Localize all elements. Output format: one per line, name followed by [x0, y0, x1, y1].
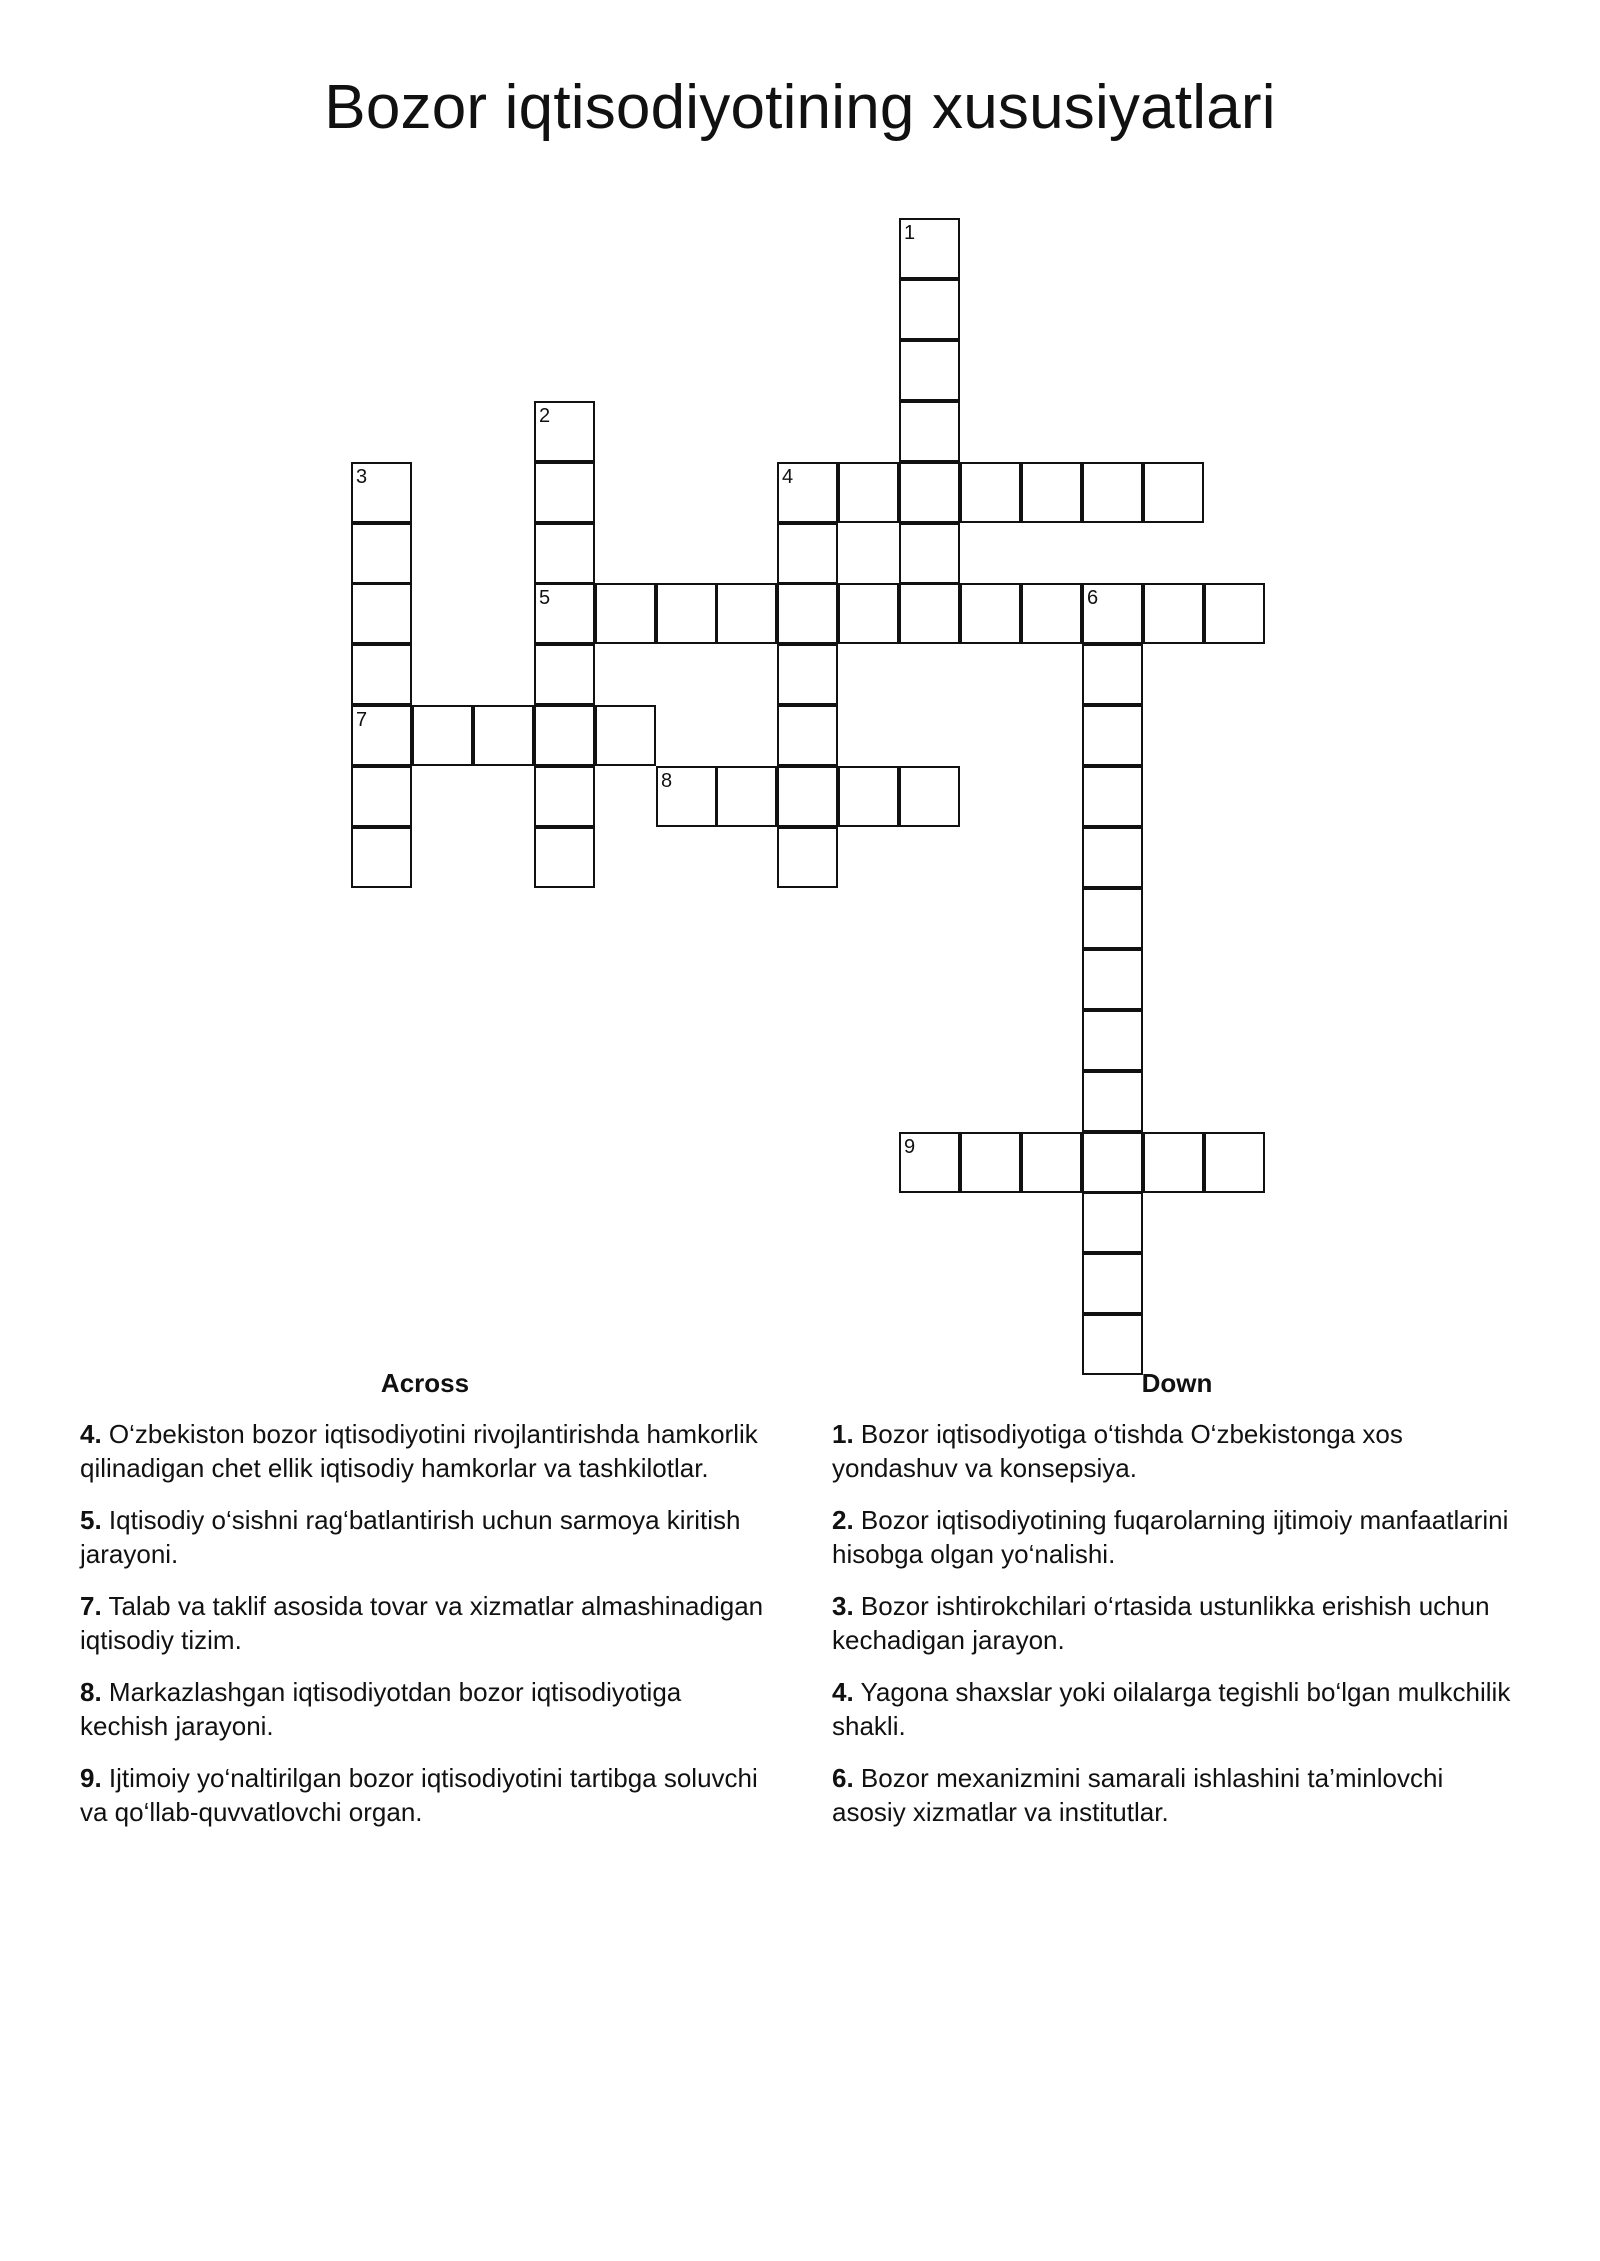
grid-cell[interactable] [777, 766, 838, 827]
clue-down-2 [832, 1503, 1522, 1571]
grid-cell[interactable] [1021, 1132, 1082, 1193]
grid-cell[interactable] [1143, 462, 1204, 523]
grid-cell[interactable] [777, 462, 838, 523]
clue-across-8 [80, 1675, 770, 1743]
grid-cell[interactable] [838, 462, 899, 523]
grid-cell[interactable] [899, 218, 960, 279]
grid-cell[interactable] [534, 401, 595, 462]
down-clues [832, 1368, 1522, 1847]
grid-cell[interactable] [899, 583, 960, 644]
grid-cell[interactable] [473, 705, 534, 766]
grid-cell[interactable] [960, 462, 1021, 523]
clue-number: 4. [80, 1419, 102, 1449]
clue-text: Bozor ishtirokchilari o‘rtasida ustunlikka erishish uchun kechadigan jarayon. [832, 1591, 1490, 1655]
clue-text: Bozor iqtisodiyotiga o‘tishda O‘zbekistonga xos yondashuv va konsepsiya. [832, 1419, 1403, 1483]
clue-text: O‘zbekiston bozor iqtisodiyotini rivojlantirishda hamkorlik qilinadigan chet ellik iqtisodiy hamkorlar va tashkilotlar. [80, 1419, 758, 1483]
grid-cell[interactable] [1082, 583, 1143, 644]
cell-number: 3 [356, 466, 368, 488]
grid-cell[interactable] [899, 766, 960, 827]
grid-cell[interactable] [351, 523, 412, 584]
clue-text: Yagona shaxslar yoki oilalarga tegishli bo‘lgan mulkchilik shakli. [832, 1677, 1511, 1741]
grid-cell[interactable] [1082, 1071, 1143, 1132]
grid-cell[interactable] [1082, 705, 1143, 766]
clue-number: 7. [80, 1591, 102, 1621]
grid-cell[interactable] [777, 644, 838, 705]
clue-down-6 [832, 1761, 1522, 1829]
clue-text: Iqtisodiy o‘sishni rag‘batlantirish uchun sarmoya kiritish jarayoni. [80, 1505, 741, 1569]
grid-cell[interactable] [351, 827, 412, 888]
grid-cell[interactable] [1204, 1132, 1265, 1193]
clue-text: Bozor mexanizmini samarali ishlashini ta’minlovchi asosiy xizmatlar va institutlar. [832, 1763, 1444, 1827]
cell-number: 4 [782, 466, 794, 488]
grid-cell[interactable] [534, 583, 595, 644]
grid-cell[interactable] [777, 705, 838, 766]
clue-number: 3. [832, 1591, 854, 1621]
grid-cell[interactable] [351, 583, 412, 644]
cell-number: 5 [539, 587, 551, 609]
clue-number: 1. [832, 1419, 854, 1449]
clue-across-4 [80, 1417, 770, 1485]
clue-text: Talab va taklif asosida tovar va xizmatlar almashinadigan iqtisodiy tizim. [80, 1591, 764, 1655]
grid-cell[interactable] [351, 705, 412, 766]
down-heading: Down [1141, 1368, 1213, 1398]
grid-cell[interactable] [595, 583, 656, 644]
grid-cell[interactable] [899, 1132, 960, 1193]
cell-number: 6 [1087, 587, 1099, 609]
grid-cell[interactable] [1143, 583, 1204, 644]
clue-number: 8. [80, 1677, 102, 1707]
clue-number: 6. [832, 1763, 854, 1793]
clue-down-3 [832, 1589, 1522, 1657]
grid-cell[interactable] [656, 583, 717, 644]
cell-number: 9 [904, 1136, 916, 1158]
grid-cell[interactable] [1082, 949, 1143, 1010]
grid-cell[interactable] [960, 583, 1021, 644]
clue-down-4 [832, 1675, 1522, 1743]
grid-cell[interactable] [1082, 1010, 1143, 1071]
grid-cell[interactable] [534, 705, 595, 766]
grid-cell[interactable] [1082, 888, 1143, 949]
clue-text: Ijtimoiy yo‘naltirilgan bozor iqtisodiyotini tartibga soluvchi va qo‘llab-quvvatlovchi organ. [80, 1763, 758, 1827]
grid-cell[interactable] [351, 462, 412, 523]
grid-cell[interactable] [899, 401, 960, 462]
grid-cell[interactable] [899, 462, 960, 523]
cell-number: 8 [661, 770, 673, 792]
grid-cell[interactable] [1082, 827, 1143, 888]
grid-cell[interactable] [1082, 1132, 1143, 1193]
clue-across-5 [80, 1503, 770, 1571]
grid-cell[interactable] [656, 766, 717, 827]
clue-text: Bozor iqtisodiyotining fuqarolarning ijtimoiy manfaatlarini hisobga olgan yo‘nalishi. [832, 1505, 1509, 1569]
grid-cell[interactable] [1143, 1132, 1204, 1193]
clue-across-7 [80, 1589, 770, 1657]
grid-cell[interactable] [534, 523, 595, 584]
grid-cell[interactable] [351, 766, 412, 827]
clue-text: Markazlashgan iqtisodiyotdan bozor iqtisodiyotiga kechish jarayoni. [80, 1677, 682, 1741]
grid-cell[interactable] [1082, 1253, 1143, 1314]
grid-cell[interactable] [777, 583, 838, 644]
grid-cell[interactable] [595, 705, 656, 766]
grid-cell[interactable] [1082, 1314, 1143, 1375]
grid-cell[interactable] [534, 462, 595, 523]
clue-number: 5. [80, 1505, 102, 1535]
grid-cell[interactable] [412, 705, 473, 766]
grid-cell[interactable] [534, 766, 595, 827]
clue-number: 9. [80, 1763, 102, 1793]
grid-cell[interactable] [960, 1132, 1021, 1193]
grid-cell[interactable] [534, 827, 595, 888]
grid-cell[interactable] [1021, 583, 1082, 644]
cell-number: 2 [539, 405, 551, 427]
grid-cell[interactable] [777, 827, 838, 888]
grid-cell[interactable] [1082, 1192, 1143, 1253]
grid-cell[interactable] [899, 523, 960, 584]
grid-cell[interactable] [899, 340, 960, 401]
across-clues [80, 1368, 770, 1847]
grid-cell[interactable] [716, 766, 777, 827]
grid-cell[interactable] [1021, 462, 1082, 523]
clue-number: 2. [832, 1505, 854, 1535]
clue-number: 4. [832, 1677, 854, 1707]
grid-cell[interactable] [534, 644, 595, 705]
clue-across-9 [80, 1761, 770, 1829]
grid-cell[interactable] [716, 583, 777, 644]
page-title: Bozor iqtisodiyotining xususiyatlari [324, 73, 1276, 142]
clue-down-1 [832, 1417, 1522, 1485]
grid-cell[interactable] [1082, 766, 1143, 827]
grid-cell[interactable] [351, 644, 412, 705]
grid-cell[interactable] [838, 766, 899, 827]
grid-cell[interactable] [838, 583, 899, 644]
grid-cell[interactable] [1082, 462, 1143, 523]
cell-number: 1 [904, 222, 916, 244]
grid-cell[interactable] [899, 279, 960, 340]
grid-cell[interactable] [1204, 583, 1265, 644]
grid-cell[interactable] [1082, 644, 1143, 705]
cell-number: 7 [356, 709, 368, 731]
grid-cell[interactable] [777, 523, 838, 584]
across-heading: Across [380, 1368, 470, 1398]
